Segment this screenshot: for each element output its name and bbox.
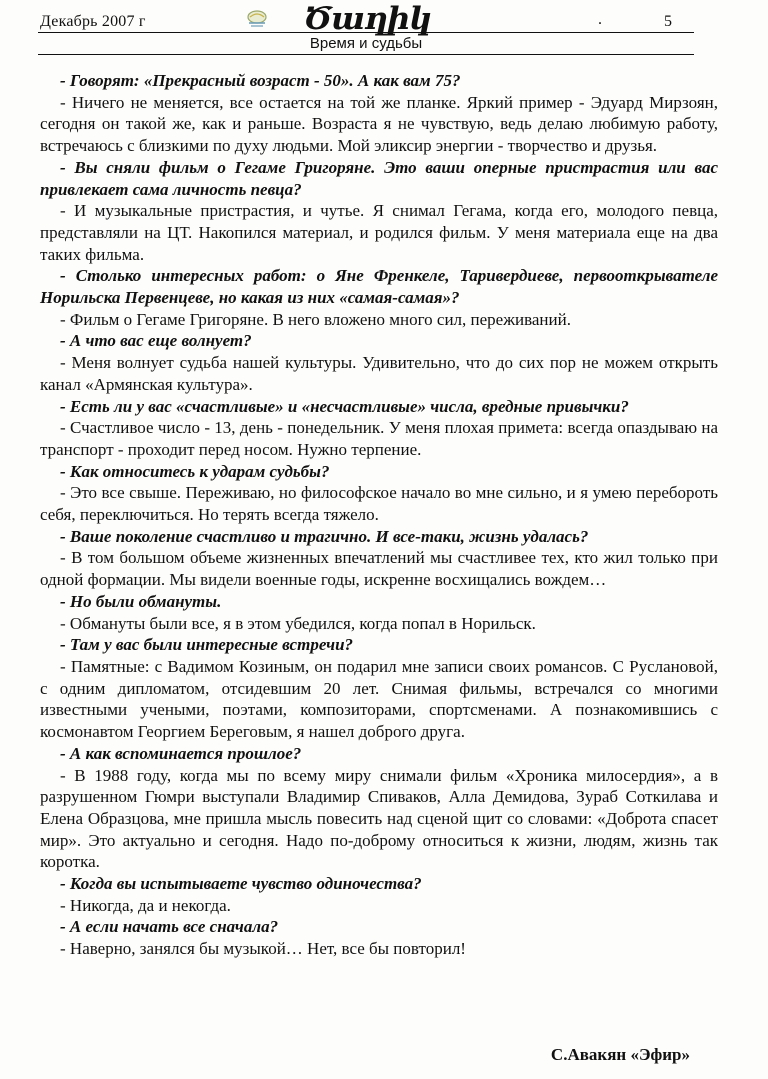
author-byline: С.Авакян «Эфир» — [550, 1045, 690, 1064]
interview-question: - А что вас еще волнует? — [60, 331, 252, 351]
interview-answer: - В 1988 году, когда мы по всему миру снимали фильм «Хроника милосердия», а в разрушенном Гюмри выступали Владимир Спиваков, Алла Демидова, Зураб Соткилава и Елена Образцова, мне пришла мысль повесить над сценой щит со словами: «Доброта спасет мир». Это актуально и сегодня. Надо по-доброму относиться к жизни, людям, жизнь так коротка. — [40, 765, 718, 872]
interview-answer: - Фильм о Гегаме Григоряне. В него вложено много сил, переживаний. — [60, 309, 571, 329]
interview-question: - Но были обмануты. — [60, 591, 222, 611]
interview-question: - Есть ли у вас «счастливые» и «несчастливые» числа, вредные привычки? — [60, 396, 629, 416]
interview-answer: - Меня волнует судьба нашей культуры. Удивительно, что до сих пор не можем открыть канал «Армянская культура». — [40, 353, 718, 394]
interview-question: - Как относитесь к ударам судьбы? — [60, 461, 330, 481]
newspaper-emblem-icon — [245, 8, 269, 28]
section-title: Время и судьбы — [309, 35, 423, 52]
interview-answer: - И музыкальные пристрастия, и чутье. Я снимал Гегама, когда его, молодого певца, представляли на ЦТ. Накопился материал, и родился фильм. У меня материала еще на два таких фильма. — [40, 201, 718, 264]
interview-question: - Вы сняли фильм о Гегаме Григоряне. Это ваши оперные пристрастия или вас привлекает сама личность певца? — [40, 157, 718, 199]
interview-answer: - В том большом объеме жизненных впечатлений мы счастливее тех, кто жил только при одной формации. Мы видели военные годы, искренне восхищались вождем… — [40, 548, 718, 590]
interview-answer: - Обмануты были все, я в этом убедился, когда попал в Норильск. — [60, 613, 536, 633]
header-rule-bottom — [38, 54, 694, 55]
interview-question: - А как вспоминается прошлое? — [60, 743, 302, 763]
interview-question: - А если начать все сначала? — [60, 917, 279, 937]
interview-question: - Говорят: «Прекрасный возраст - 50». А как вам 75? — [60, 71, 461, 90]
interview-article — [40, 70, 718, 960]
interview-question: - Там у вас были интересные встречи? — [60, 635, 354, 655]
interview-question: - Столько интересных работ: о Яне Френкеле, Таривердиеве, первооткрывателе Норильска Первенцеве, но какая из них «самая-самая»? — [40, 266, 718, 308]
interview-answer: - Ничего не меняется, все остается на той же планке. Яркий пример - Эдуард Мирзоян, сегодня он такой же, как и раньше. Возраста я не чувствую, ведь делаю любимую работу, встречаюсь с близкими по духу людьми. Мой эликсир энергии - творчество и друзья. — [40, 92, 718, 156]
issue-date: Декабрь 2007 г — [40, 13, 146, 30]
interview-answer: - Памятные: с Вадимом Козиным, он подарил мне записи своих романсов. С Руслановой, с одним дипломатом, отсидевшим 20 лет. Снимая фильмы, встречался со многими известными учеными, поэтами, композиторами, спортсменами. А познакомившись с космонавтом Георгием Береговым, я нашел доброго друга. — [40, 656, 718, 742]
newspaper-logo: Ծաղիկ — [303, 1, 432, 37]
header-rule-top — [38, 32, 694, 33]
interview-answer: - Счастливое число - 13, день - понедельник. У меня плохая примета: всегда опаздываю на транспорт - проходит перед носом. Нужно терпение. — [40, 418, 718, 459]
interview-answer: - Наверно, занялся бы музыкой… Нет, все бы повторил! — [60, 939, 466, 959]
interview-question: - Когда вы испытываете чувство одиночества? — [60, 874, 422, 894]
page-header — [38, 1, 696, 56]
header-dot: . — [598, 11, 602, 28]
interview-question: - Ваше поколение счастливо и трагично. И все-таки, жизнь удалась? — [60, 526, 589, 546]
interview-answer: - Никогда, да и некогда. — [60, 895, 231, 915]
page-number: 5 — [664, 13, 672, 30]
interview-answer: - Это все свыше. Переживаю, но философское начало во мне сильно, и я умею перебороть себя, переключиться. Но терять всегда тяжело. — [40, 483, 718, 525]
